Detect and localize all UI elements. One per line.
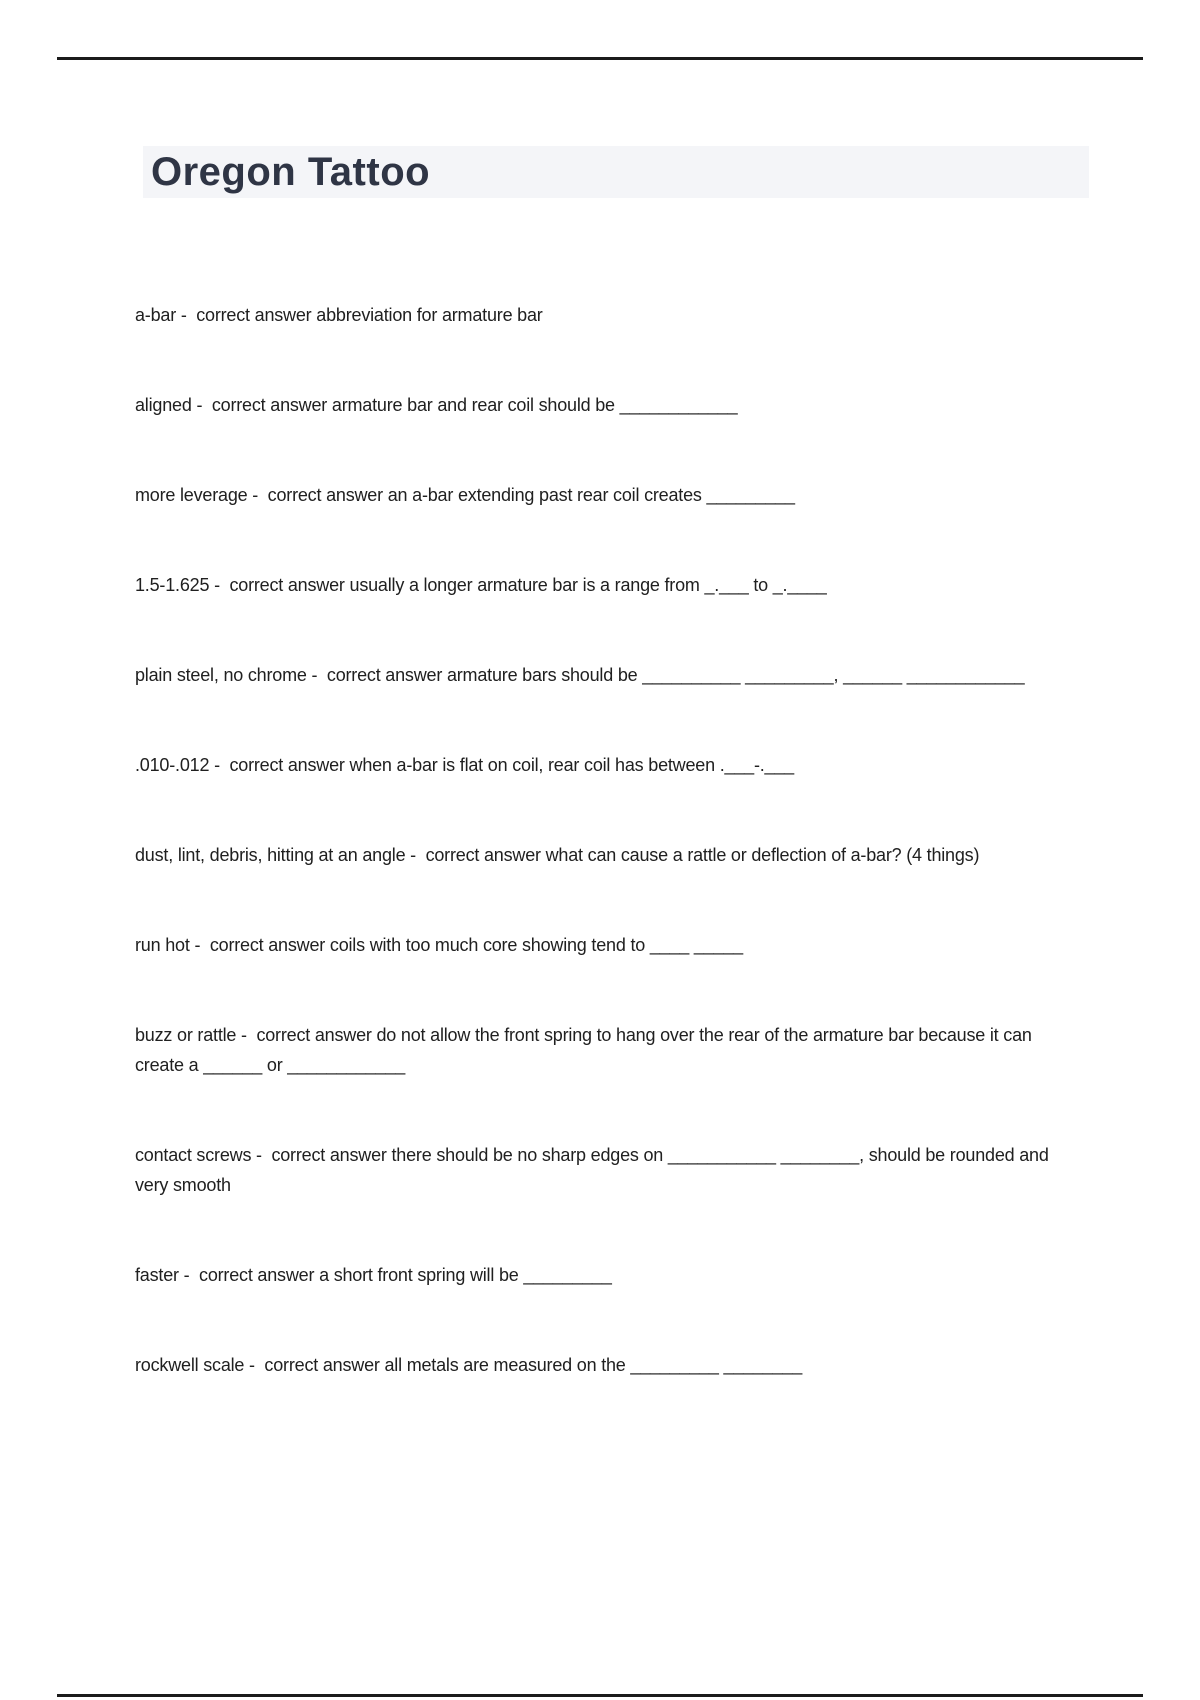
qa-item — [135, 480, 1085, 510]
qa-answer-label: - correct answer — [209, 755, 350, 775]
qa-answer-label: - correct answer — [247, 485, 388, 505]
qa-term: .010-.012 — [135, 755, 210, 775]
qa-definition: there should be no sharp edges on ___________ ________, should be rounded and very smooth — [135, 1145, 1054, 1195]
qa-answer-label: - correct answer — [306, 665, 447, 685]
qa-answer-label: - correct answer — [176, 305, 317, 325]
qa-answer-label: - correct answer — [236, 1025, 377, 1045]
qa-term: a-bar — [135, 305, 177, 325]
qa-definition: coils with too much core showing tend to ____ _____ — [329, 935, 743, 955]
qa-definition: a short front spring will be _________ — [319, 1265, 612, 1285]
qa-definition: armature bars should be __________ _________, ______ ____________ — [446, 665, 1025, 685]
qa-term: aligned — [135, 395, 192, 415]
qa-answer-label: - correct answer — [191, 395, 332, 415]
qa-item — [135, 930, 1085, 960]
bottom-rule — [57, 1694, 1143, 1697]
qa-definition: when a-bar is flat on coil, rear coil has between .___-.___ — [349, 755, 794, 775]
qa-definition: an a-bar extending past rear coil creates _________ — [387, 485, 795, 505]
qa-answer-label: - correct answer — [244, 1355, 385, 1375]
qa-term: plain steel, no chrome — [135, 665, 307, 685]
qa-item — [135, 840, 1085, 870]
qa-answer-label: - correct answer — [189, 935, 330, 955]
qa-term: faster — [135, 1265, 179, 1285]
qa-term: contact screws — [135, 1145, 252, 1165]
qa-term: 1.5-1.625 — [135, 575, 210, 595]
qa-answer-label: - correct answer — [209, 575, 350, 595]
qa-item — [135, 750, 1085, 780]
qa-list — [135, 300, 1085, 1440]
qa-term: rockwell scale — [135, 1355, 245, 1375]
qa-item — [135, 390, 1085, 420]
qa-definition: abbreviation for armature bar — [316, 305, 543, 325]
qa-answer-label: - correct answer — [251, 1145, 392, 1165]
qa-item — [135, 300, 1085, 330]
qa-definition: do not allow the front spring to hang over the rear of the armature bar because it can create a ______ or ____________ — [135, 1025, 1037, 1075]
page-title: Oregon Tattoo — [151, 149, 431, 194]
qa-term: buzz or rattle — [135, 1025, 237, 1045]
title-bar — [143, 146, 1089, 198]
qa-definition: all metals are measured on the _________ ________ — [384, 1355, 802, 1375]
qa-item — [135, 1020, 1085, 1080]
qa-term: more leverage — [135, 485, 248, 505]
qa-answer-label: - correct answer — [178, 1265, 320, 1285]
qa-definition: usually a longer armature bar is a range from _.___ to _.____ — [349, 575, 827, 595]
qa-item — [135, 1350, 1085, 1380]
top-rule — [57, 57, 1143, 60]
qa-term: run hot — [135, 935, 190, 955]
qa-definition: armature bar and rear coil should be ____________ — [331, 395, 738, 415]
qa-term: dust, lint, debris, hitting at an angle — [135, 845, 406, 865]
qa-definition: what can cause a rattle or deflection of a-bar? (4 things) — [545, 845, 980, 865]
qa-item — [135, 1260, 1085, 1290]
qa-item — [135, 1140, 1085, 1200]
qa-item — [135, 570, 1085, 600]
qa-answer-label: - correct answer — [405, 845, 546, 865]
qa-item — [135, 660, 1085, 690]
